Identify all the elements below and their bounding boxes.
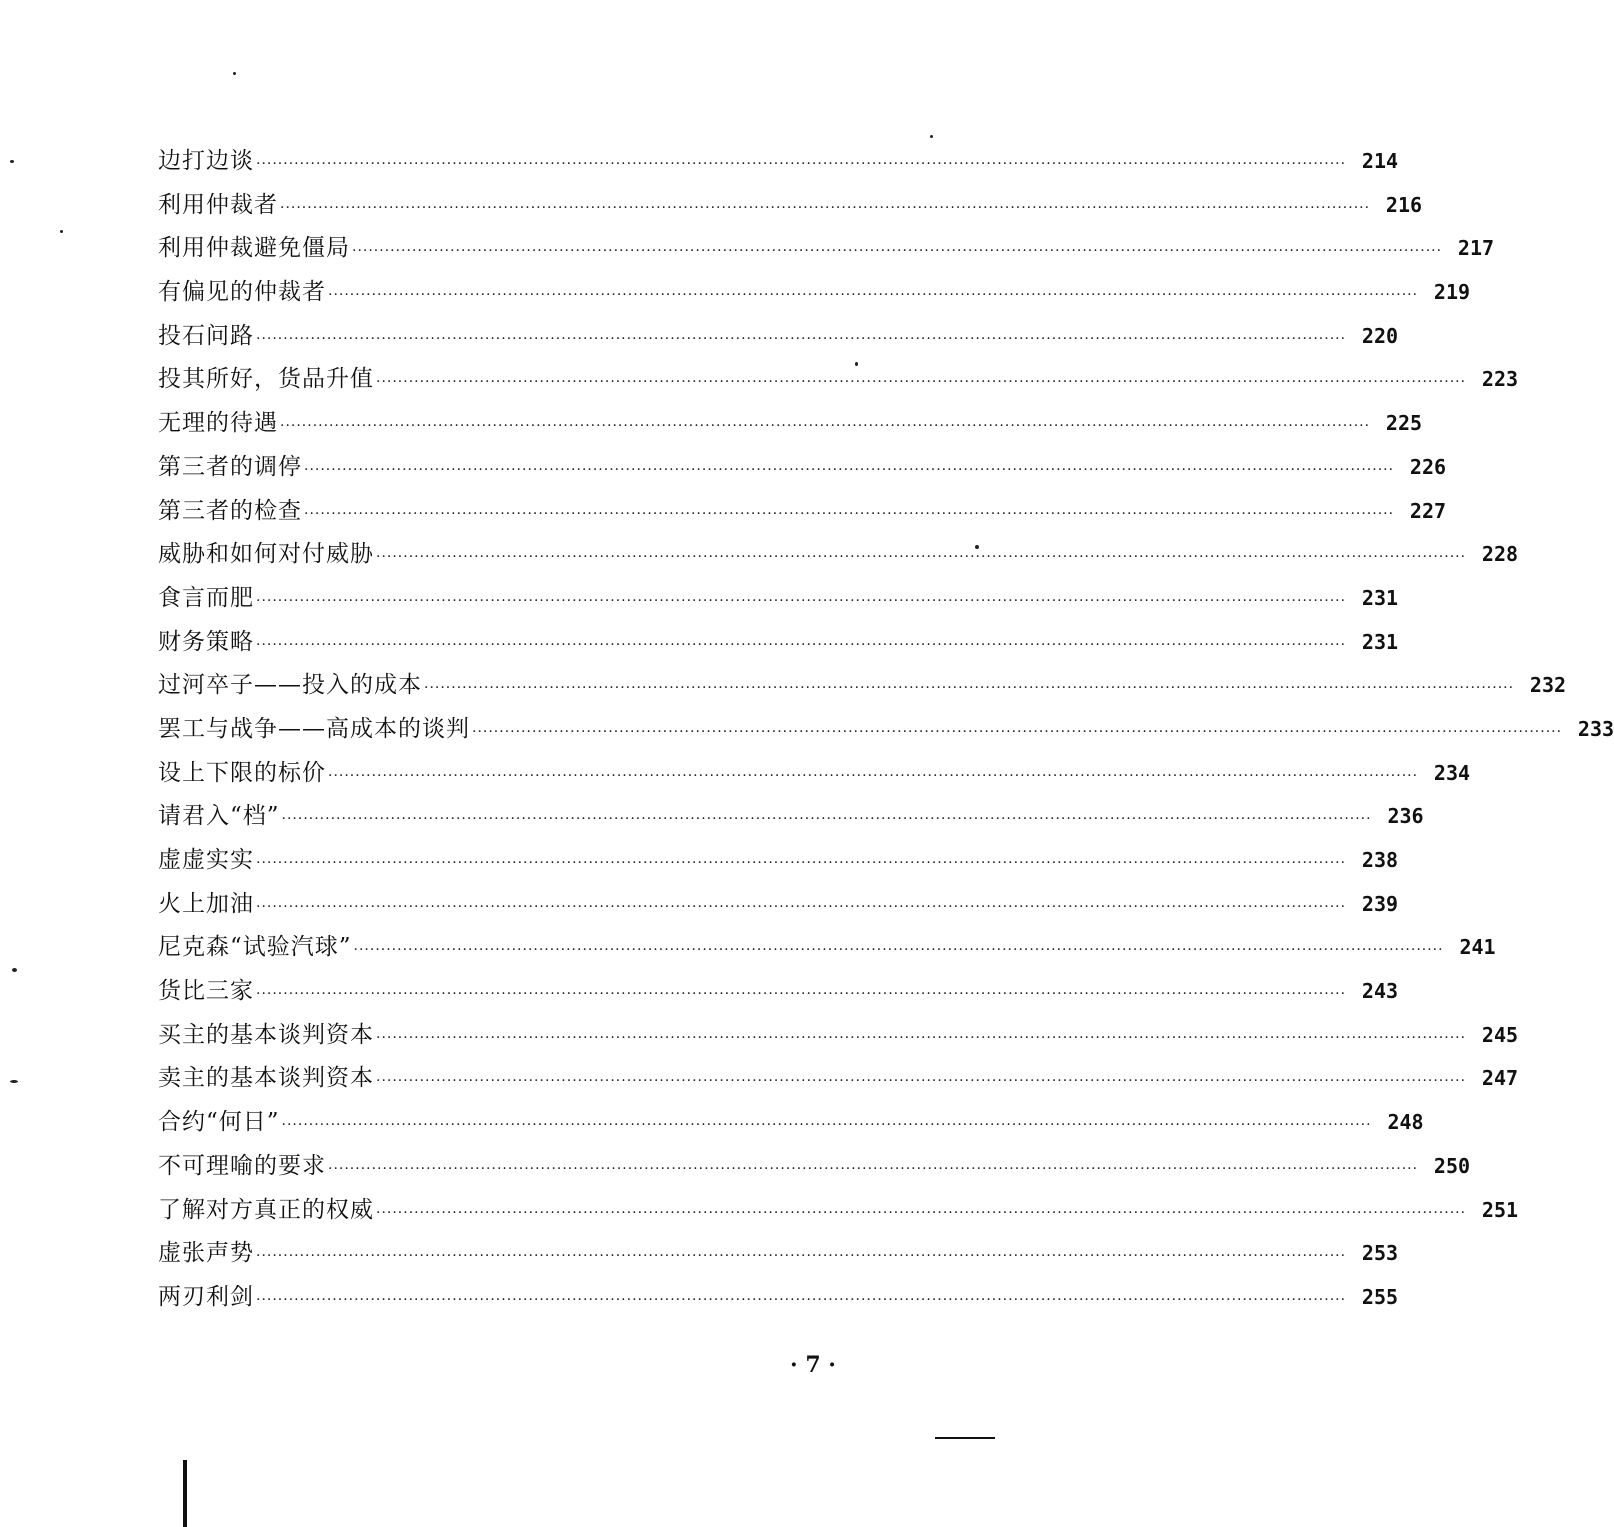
toc-leader-dots: ········································································································································································································ [328, 287, 1419, 304]
toc-entry [158, 1065, 1519, 1111]
toc-leader-dots: ········································································································································································································ [304, 505, 1395, 522]
toc-entry [158, 279, 1471, 325]
toc-entry-title: 过河卒子——投入的成本 [158, 672, 422, 699]
toc-entry-page: 231 [1361, 629, 1399, 654]
toc-entry-page: 228 [1481, 542, 1519, 567]
page-number: · 7 · [790, 1352, 836, 1378]
toc-leader-dots: ········································································································································································································ [256, 898, 1347, 915]
toc-entry-page: 251 [1481, 1197, 1519, 1222]
toc-entry-title: 合约“何日” [158, 1109, 280, 1136]
toc-entry [158, 148, 1399, 194]
toc-leader-dots: ········································································································································································································ [352, 243, 1443, 260]
toc-leader-dots: ········································································································································································································ [280, 418, 1371, 435]
toc-entry-page: 253 [1361, 1241, 1399, 1266]
toc-entry-page: 236 [1387, 804, 1424, 829]
scan-edge-mark [183, 1460, 187, 1527]
toc-leader-dots: ········································································································································································································ [353, 942, 1444, 959]
toc-leader-dots: ········································································································································································································ [328, 1160, 1419, 1177]
toc-entry [158, 672, 1567, 718]
toc-entry-page: 239 [1361, 891, 1399, 916]
toc-leader-dots: ········································································································································································································ [256, 636, 1347, 653]
scan-speck [60, 230, 63, 233]
toc-leader-dots: ········································································································································································································ [256, 1291, 1347, 1308]
toc-leader-dots: ········································································································································································································ [256, 855, 1347, 871]
toc-entry-page: 241 [1459, 935, 1496, 960]
toc-leader-dots: ········································································································································································································ [256, 1248, 1347, 1265]
toc-entry [158, 1283, 1399, 1330]
toc-entry [158, 366, 1519, 412]
toc-entry [158, 1240, 1399, 1286]
toc-entry-title: 第三者的检查 [158, 497, 302, 524]
toc-leader-dots: ········································································································································································································ [328, 767, 1419, 784]
toc-entry [158, 453, 1447, 500]
toc-entry-page: 226 [1409, 454, 1447, 479]
toc-leader-dots: ········································································································································································································ [280, 199, 1371, 216]
toc-entry [158, 584, 1399, 631]
scan-speck [930, 135, 933, 138]
toc-entry [158, 978, 1399, 1024]
toc-leader-dots: ········································································································································································································ [304, 461, 1395, 478]
toc-entry-page: 216 [1385, 192, 1423, 217]
toc-entry-page: 217 [1457, 236, 1495, 261]
toc-entry-title: 食言而肥 [158, 584, 254, 611]
scan-speck [855, 362, 858, 366]
toc-entry-title: 投石问路 [158, 322, 254, 349]
toc-entry-page: 227 [1409, 498, 1447, 523]
toc-entry-title: 虚张声势 [158, 1240, 254, 1267]
toc-entry-title: 不可理喻的要求 [158, 1152, 326, 1179]
toc-entry-title: 第三者的调停 [158, 453, 302, 480]
toc-entry-page: 231 [1361, 585, 1399, 610]
table-of-contents [158, 148, 1614, 1330]
toc-entry [158, 759, 1471, 806]
scan-edge-mark [935, 1437, 995, 1439]
toc-entry [158, 497, 1447, 544]
toc-entry [158, 890, 1399, 937]
toc-leader-dots: ········································································································································································································ [256, 330, 1347, 347]
toc-leader-dots: ········································································································································································································ [256, 156, 1347, 172]
toc-entry-page: 234 [1433, 760, 1471, 785]
toc-entry [158, 1109, 1424, 1155]
toc-leader-dots: ········································································································································································································ [376, 549, 1467, 566]
toc-entry-page: 245 [1481, 1022, 1519, 1047]
toc-entry-page: 232 [1529, 673, 1567, 698]
toc-entry [158, 1152, 1471, 1199]
toc-leader-dots: ········································································································································································································ [281, 1117, 1372, 1134]
toc-entry-page: 247 [1481, 1066, 1519, 1091]
toc-entry [158, 628, 1399, 675]
toc-entry-page: 243 [1361, 979, 1399, 1004]
toc-entry-page: 255 [1361, 1284, 1399, 1309]
toc-entry-title: 利用仲裁者 [158, 191, 278, 218]
toc-entry-page: 250 [1433, 1153, 1471, 1178]
scan-speck [10, 160, 14, 163]
scan-speck [233, 72, 236, 75]
toc-entry-title: 尼克森“试验汽球” [158, 934, 352, 961]
toc-leader-dots: ········································································································································································································ [281, 811, 1372, 828]
toc-entry-title: 请君入“档” [158, 803, 280, 830]
toc-entry-title: 货比三家 [158, 978, 254, 1005]
toc-entry [158, 715, 1614, 762]
toc-entry-title: 卖主的基本谈判资本 [158, 1065, 374, 1092]
toc-leader-dots: ········································································································································································································ [376, 1204, 1467, 1221]
toc-entry [158, 803, 1424, 849]
toc-entry [158, 322, 1399, 369]
toc-entry-page: 219 [1433, 280, 1471, 305]
toc-entry [158, 1021, 1519, 1068]
toc-entry [158, 541, 1519, 587]
toc-entry-title: 边打边谈 [158, 148, 254, 174]
toc-leader-dots: ········································································································································································································ [376, 1073, 1467, 1090]
toc-entry-page: 214 [1361, 149, 1399, 173]
toc-entry-title: 设上下限的标价 [158, 759, 326, 786]
toc-leader-dots: ········································································································································································································ [424, 680, 1515, 697]
scan-speck [10, 1080, 18, 1083]
toc-entry-title: 火上加油 [158, 890, 254, 917]
toc-leader-dots: ········································································································································································································ [472, 723, 1563, 740]
toc-entry [158, 191, 1423, 238]
toc-entry [158, 235, 1495, 281]
toc-entry [158, 847, 1399, 893]
scan-speck [12, 968, 17, 972]
toc-entry-title: 了解对方真正的权威 [158, 1196, 374, 1223]
toc-entry-page: 238 [1361, 848, 1399, 872]
toc-entry-title: 利用仲裁避免僵局 [158, 235, 350, 262]
toc-entry [158, 934, 1496, 980]
toc-entry-title: 无理的待遇 [158, 410, 278, 437]
scan-speck [975, 545, 979, 549]
toc-entry-page: 220 [1361, 323, 1399, 348]
toc-entry-title: 投其所好，货品升值 [158, 366, 374, 393]
toc-leader-dots: ········································································································································································································ [376, 1029, 1467, 1046]
toc-entry-title: 虚虚实实 [158, 847, 254, 873]
toc-entry-title: 威胁和如何对付威胁 [158, 541, 374, 568]
toc-entry-title: 买主的基本谈判资本 [158, 1021, 374, 1048]
toc-entry-page: 223 [1481, 367, 1519, 392]
toc-entry-page: 233 [1577, 716, 1614, 741]
toc-entry [158, 410, 1423, 456]
toc-leader-dots: ········································································································································································································ [256, 986, 1347, 1003]
toc-entry-title: 两刃利剑 [158, 1283, 254, 1310]
toc-entry-title: 罢工与战争——高成本的谈判 [158, 715, 470, 742]
toc-entry-page: 248 [1387, 1110, 1424, 1135]
toc-entry-title: 有偏见的仲裁者 [158, 279, 326, 306]
toc-entry-page: 225 [1385, 411, 1423, 436]
toc-entry-title: 财务策略 [158, 628, 254, 655]
toc-leader-dots: ········································································································································································································ [376, 374, 1467, 391]
toc-entry [158, 1196, 1519, 1243]
toc-leader-dots: ········································································································································································································ [256, 592, 1347, 609]
